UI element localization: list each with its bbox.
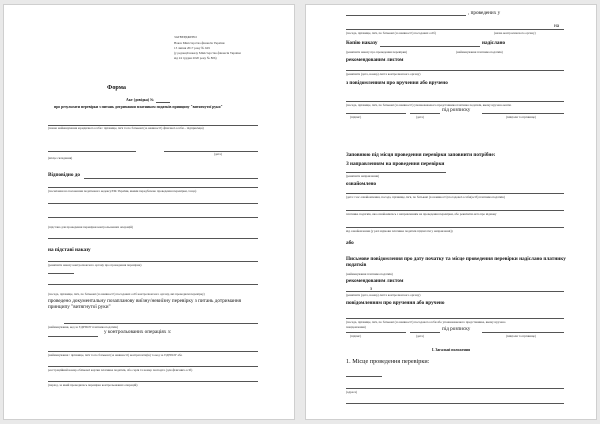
caption-signature: (підпис) — [350, 115, 362, 119]
caption-sign-date: (дата) — [416, 115, 424, 119]
caption-reg-number: реєстраційний номер облікової картки платника податків, або серія та номер паспорта (для фізичних осіб) — [48, 368, 193, 372]
approval-line-1: ЗАТВЕРДЖЕНО — [174, 35, 197, 39]
caption-letter: (реквізити (дата, номер) листа контролюючого органу) — [346, 72, 421, 76]
document-page-1 — [3, 4, 295, 420]
caption-person: (повне найменування юридичної особи / прізвище, ім'я та по батькові (за наявності) фізичної особи – підприємця) — [48, 126, 204, 130]
item-1-place: 1. Місце проведення перевірки: — [346, 358, 430, 365]
notice-delivery: з повідомленням про вручення або вручено — [346, 80, 448, 86]
or: або — [346, 240, 354, 246]
caption-according: (посилання на положення податкового кодексу/ПК України, якими передбачено проведення перевірки, тощо) — [48, 189, 197, 193]
on-basis-of-order: на підставі наказу — [48, 247, 91, 253]
according-to: Відповідно до — [48, 172, 80, 178]
caption-date: (дата) — [214, 152, 222, 156]
approval-line-2: Наказ Міністерства фінансів України — [174, 41, 225, 45]
written-notice: Письмове повідомлення про дату початку та місце проведення перевірки надіслано платнику податків — [346, 256, 566, 268]
registered-letter: рекомендованим листом — [346, 57, 404, 63]
caption-assigned: (дата і час ознайомлення, посада, прізвище, ім'я, по батькові (за наявності) посадової особи(осіб) платника податків) — [346, 195, 505, 199]
signature-of-2: під розписку — [442, 326, 471, 332]
approval-line-5: від 24 грудня 2020 року № 806) — [174, 56, 217, 60]
document-page-2: , проведених у на (посада, прізвище, ім'я, по батькові (за наявності) посадових осіб) (назва контролюючого органу) Копію наказу надіслано (реквізити наказу про проведення перевірки) (найменування платника податків) рекомендованим листом (реквізити (дата, номер) листа контролюючого органу) з повідомленням про вручення або вручено (посада, прізвище, ім'я, по батькові (за наявності) уповноваженого представника платника податків, якому вручено копію під розписку (підпис) (дата) (ініціали та прізвище) Заповнюю під місця проведення перевірки заповнити потрібне: З направленням на проведення перевірки (реквізити направлення) ознайомлено (дата і час ознайомлення, посада, прізвище, ім'я, по батькові (за наявності) посадової особи(осіб) платника податків) платника податків, яка ознайомилась з направленням на проведення перевірки, або реквізити акта про відмову від ознайомлення (у разі відмови платника податків підписати у направленні)) або Письмове повідомлення про дату початку та місце проведення перевірки надіслано платнику податків (найменування платника податків) рекомендованим листом з (реквізити (дата, номер) листа контролюючого органу) повідомленням про вручення або вручено (посада, прізвище, ім'я, по батькові (за наявності) посадової особи або уповноваженого представника, якому вручено повідомлення) під розписку (підпис) (дата) (ініціали та прізвище) І. Загальні положення 1. Місце проведення перевірки: (адреса) — [305, 4, 597, 420]
caption-signature-2: (підпис) — [350, 334, 362, 338]
caption-position: (посада, прізвище, ім'я, по батькові (за наявності) посадових осіб) — [346, 31, 436, 35]
caption-initials: (ініціали та прізвище) — [506, 115, 536, 119]
caption-letter-2: (реквізити (дата, номер) листа контролюючого органу) — [346, 293, 421, 297]
act-subtitle: про результати перевірки з питань дотримання платником податків принципу "витягнутої руки" — [54, 105, 223, 109]
copy-of-order: Копію наказу — [346, 40, 378, 46]
caption-period: (період, за який проводилась перевірка контрольованих операцій) — [48, 383, 138, 387]
notice-delivery-2: повідомленням про вручення або вручено — [346, 300, 445, 306]
approval-line-4: (у редакції наказу Міністерства фінансів України — [174, 51, 241, 55]
caption-familiar: платника податків, яка ознайомилась з направленням на проведення перевірки, або реквізити акта про відмову — [346, 212, 497, 216]
caption-ctrl-org: (назва контролюючого органу) — [494, 31, 536, 35]
caption-name-code: (найменування, код за ЄДРПОУ платника податків) — [48, 325, 118, 329]
assigned: ознайомлено — [346, 181, 377, 187]
section-title: І. Загальні положення — [432, 348, 471, 352]
caption-inspectors: (посада, прізвище, ім'я, по батькові (за наявності) посадових осіб контролюючого органу, які проводили перевірку) — [48, 292, 205, 296]
form-label: Форма — [107, 84, 127, 91]
conducted-text: проведено документальну позапланову виїзну/невиїзну перевірку з питань дотримання принципу "витягнутої руки" — [48, 298, 242, 310]
signature-of: під розписку — [442, 107, 471, 113]
approval-line-3: 13 липня 2017 року № 629 — [174, 46, 210, 50]
conducted-in: , проведених у — [468, 10, 501, 16]
caption-direction: (реквізити направлення) — [346, 174, 380, 178]
caption-refusal: від ознайомлення (у разі відмови платника податків підписати у направленні)) — [346, 229, 453, 233]
caption-initials-2: (ініціали та прізвище) — [506, 334, 536, 338]
caption-receiver-2: (посада, прізвище, ім'я, по батькові (за наявності) посадової особи або уповноваженого представника, якому вручено — [346, 320, 506, 324]
caption-notice: повідомлення) — [346, 325, 366, 329]
act-title: Акт (довідка) № — [126, 98, 154, 102]
caption-taxpayer: (найменування платника податків) — [456, 50, 503, 54]
caption-location: (місце складання) — [48, 156, 73, 160]
caption-taxpayer-2: (найменування платника податків) — [346, 272, 393, 276]
caption-receiver: (посада, прізвище, ім'я, по батькові (за наявності) уповноваженого представника платника податків, якому вручено копію — [346, 103, 512, 107]
caption-copy: (реквізити наказу про проведення перевірки) — [346, 50, 408, 54]
from: з — [370, 286, 373, 292]
caption-subject: (підстава для проведення перевірки контрольованих операцій) — [48, 225, 133, 229]
required-note: Заповнюю під місця проведення перевірки заповнити потрібне: — [346, 152, 496, 158]
controlled-operations: у контрольованих операціях з: — [104, 329, 172, 335]
caption-counterparty: (найменування / прізвище, ім'я та по батькові (за наявності) контрагента(ів) та код за ЄДРПОУ або — [48, 353, 183, 357]
caption-address: (адреса) — [346, 390, 358, 394]
handed: надіслано — [482, 40, 506, 46]
registered-letter-2: рекомендованим листом — [346, 278, 404, 284]
caption-sign-date-2: (дата) — [416, 334, 424, 338]
with-direction: З направленням на проведення перевірки — [346, 161, 445, 167]
caption-order: (реквізити наказу контролюючого органу про проведення перевірки) — [48, 263, 142, 267]
